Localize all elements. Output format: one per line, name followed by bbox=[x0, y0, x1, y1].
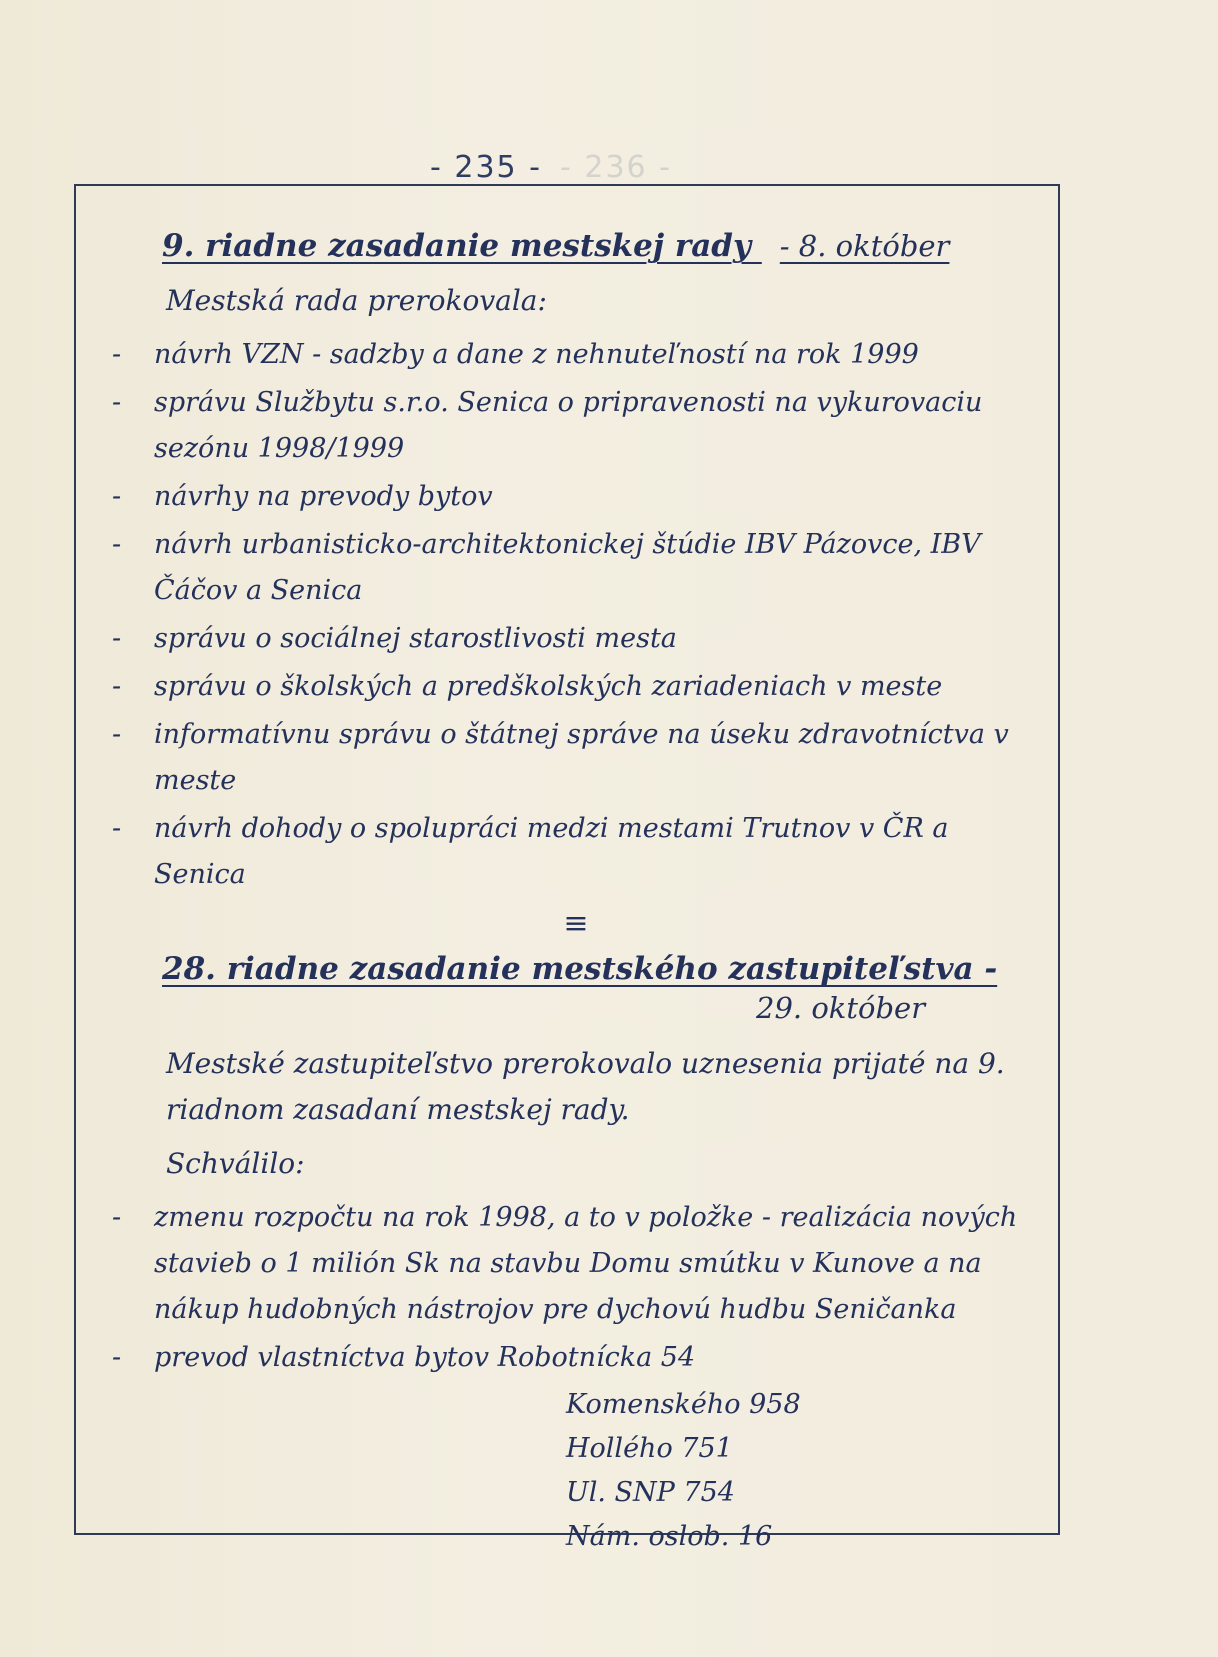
section1-date: - 8. október bbox=[779, 229, 950, 263]
transfer-address: Komenského 958 bbox=[566, 1389, 801, 1420]
list-item: - návrh dohody o spolupráci medzi mestami Trutnov v ČR a Senica bbox=[112, 813, 949, 890]
list-item: - správu Službytu s.r.o. Senica o pripravenosti na vykurovaciu sezónu 1998/1999 bbox=[112, 387, 983, 464]
bleed-through-page-number: - 236 - bbox=[560, 150, 672, 185]
list-item: - zmenu rozpočtu na rok 1998, a to v položke - realizácia nových stavieb o 1 milión Sk na stavbu Domu smútku v Kunove a na nákup hudobných nástrojov pre dychovú hudbu Seničanka bbox=[112, 1202, 1018, 1325]
list-item: - návrh urbanisticko-architektonickej štúdie IBV Pázovce, IBV Čáčov a Senica bbox=[112, 529, 981, 606]
section1-list bbox=[106, 332, 1046, 898]
list-item: - informatívnu správu o štátnej správe na úseku zdravotníctva v meste bbox=[112, 719, 1009, 796]
list-item: - návrh VZN - sadzby a dane z nehnuteľností na rok 1999 bbox=[112, 339, 919, 370]
list-item: - prevod vlastníctva bytov Robotnícka 54 bbox=[112, 1342, 696, 1373]
section-separator: ≡ bbox=[563, 906, 589, 941]
list-item: - správu o sociálnej starostlivosti mesta bbox=[112, 623, 677, 654]
section1-title: 9. riadne zasadanie mestskej rady bbox=[162, 228, 751, 264]
section2-date: 29. október bbox=[756, 991, 926, 1025]
section2-list bbox=[106, 1195, 1046, 1381]
section2-title: 28. riadne zasadanie mestského zastupiteľstva - bbox=[162, 951, 998, 987]
section1-heading bbox=[162, 228, 1046, 264]
handwritten-content bbox=[106, 214, 1046, 1559]
transfer-address-list bbox=[566, 1383, 1046, 1559]
section1-intro: Mestská rada prerokovala: bbox=[166, 284, 547, 317]
page-number: - 235 - bbox=[430, 150, 542, 185]
transfer-address: Nám. oslob. 16 bbox=[566, 1521, 773, 1552]
approved-label: Schválilo: bbox=[166, 1147, 305, 1180]
transfer-address: Hollého 751 bbox=[566, 1433, 733, 1464]
list-item: - správu o školských a predškolských zariadeniach v meste bbox=[112, 671, 943, 702]
list-item: - návrhy na prevody bytov bbox=[112, 481, 493, 512]
section2-intro: Mestské zastupiteľstvo prerokovalo uznesenia prijaté na 9. riadnom zasadaní mestskej rady. bbox=[166, 1047, 1005, 1126]
transfer-address: Ul. SNP 754 bbox=[566, 1477, 735, 1508]
